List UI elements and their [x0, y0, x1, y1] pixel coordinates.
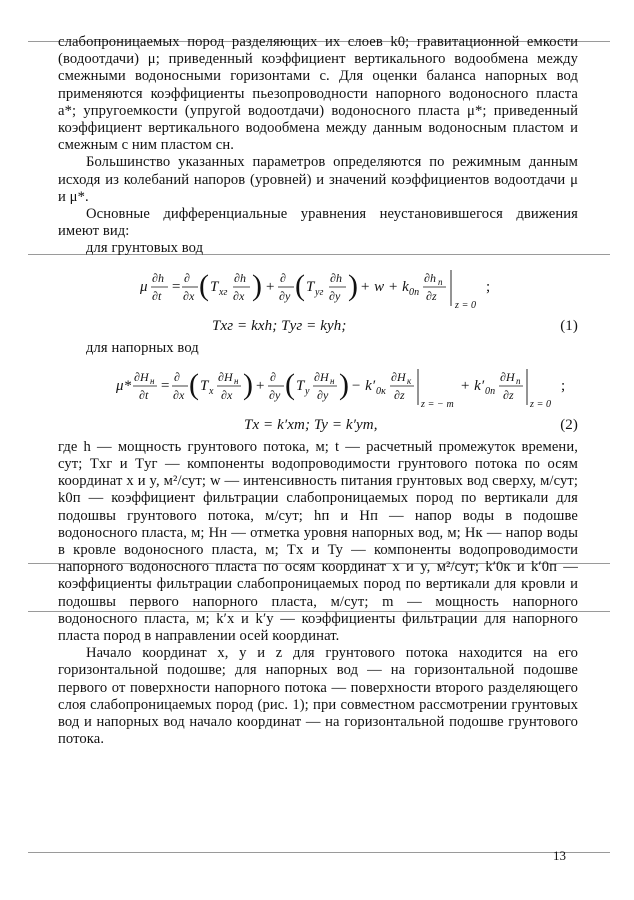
equation-2 — [58, 357, 578, 415]
svg-text:z = − m: z = − m — [421, 398, 454, 410]
svg-text:∂H: ∂H — [391, 369, 406, 384]
equation-1-formula — [58, 258, 578, 316]
svg-text:∂y: ∂y — [329, 288, 341, 303]
equation-1-transmissivity: Tхг = kxh; Tуг = kyh; — [212, 317, 347, 334]
body-text — [58, 34, 578, 749]
svg-text:∂y: ∂y — [269, 387, 281, 402]
svg-text:y: y — [305, 385, 310, 397]
svg-text:μ*: μ* — [116, 377, 132, 394]
svg-text:∂: ∂ — [174, 369, 181, 384]
svg-text:+ w + k: + w + k — [360, 278, 409, 295]
svg-text:;: ; — [561, 377, 566, 394]
svg-text:+ k′: + k′ — [460, 377, 485, 394]
svg-text:=: = — [171, 278, 182, 295]
svg-text:уг: уг — [315, 286, 324, 298]
paragraph-5: Начало координат x, y и z для грунтового потока находится на его горизонтальной подошве; для напорных вод — на горизонтальной подошве первого от поверхности напорного потока — поверхности второго разделяющего слоя слабопроницаемых пород (рис. 1); при совместном рассмотрении грунтовых вод и напорных вод начало координат — на горизонтальной подошве грунтового потока. — [58, 645, 578, 748]
confined-water-label: для напорных вод — [86, 339, 199, 356]
svg-text:∂t: ∂t — [152, 288, 162, 303]
svg-text:;: ; — [486, 278, 491, 295]
svg-text:+: + — [255, 377, 266, 394]
svg-text:∂H: ∂H — [134, 369, 149, 384]
equation-2-line-2 — [58, 415, 578, 439]
svg-text:): ) — [252, 268, 263, 302]
svg-text:T: T — [210, 278, 219, 295]
svg-text:): ) — [348, 268, 359, 302]
svg-text:н: н — [234, 375, 239, 386]
svg-text:0п: 0п — [485, 385, 496, 397]
svg-text:∂h: ∂h — [234, 270, 247, 285]
svg-text:∂z: ∂z — [394, 387, 405, 402]
svg-text:): ) — [339, 367, 350, 401]
svg-text:0к: 0к — [376, 385, 386, 397]
svg-text:∂x: ∂x — [233, 288, 245, 303]
equation-2-formula — [58, 357, 578, 415]
svg-text:к: к — [407, 375, 412, 386]
svg-text:∂z: ∂z — [426, 288, 437, 303]
svg-text:п: п — [516, 375, 521, 386]
scan-rule — [28, 852, 610, 853]
svg-text:∂h: ∂h — [330, 270, 343, 285]
svg-text:T: T — [200, 377, 209, 394]
svg-text:(: ( — [199, 268, 210, 302]
page-number: 13 — [553, 848, 566, 863]
svg-text:∂h: ∂h — [424, 270, 437, 285]
svg-text:): ) — [243, 367, 254, 401]
svg-text:∂t: ∂t — [139, 387, 149, 402]
svg-text:T: T — [306, 278, 315, 295]
svg-text:∂h: ∂h — [152, 270, 165, 285]
svg-text:∂: ∂ — [280, 270, 287, 285]
svg-text:− k′: − k′ — [351, 377, 376, 394]
equation-1 — [58, 258, 578, 316]
svg-text:z = 0: z = 0 — [455, 299, 477, 311]
svg-text:∂x: ∂x — [221, 387, 233, 402]
svg-text:=: = — [160, 377, 171, 394]
svg-text:x: x — [209, 385, 214, 397]
paragraph-4: где h — мощность грунтового потока, м; t — расчетный промежуток времени, сут; Tхг и Tуг — компоненты водопроводимости грунтового потока по осям координат x и y, м²/сут; w — интенсивность питания грунтовых вод сверху, м/сут; k0п — коэффициент фильтрации слабопроницаемых пород по вертикали для подошвы грунтового потока, м/сут; hп и Hп — напор воды в подошве водоносного пласта, м; Hн — отметка уровня напорных вод, м; Hк — напор воды в кровле водоносного пласта, м; Tx и Ty — компоненты водопроводимости напорного водоносного пласта по осям координат x и y, м²/сут; k′0к и k′0п — коэффициенты фильтрации слабопроницаемых пород по вертикали для кровли и подошвы первого напорного пласта, м/сут; m — мощность напорного водоносного пласта, м; k′x и k′y — коэффициенты фильтрации для напорного пласта пород в направлении осей координат. — [58, 438, 578, 645]
svg-text:∂y: ∂y — [279, 288, 291, 303]
svg-text:н: н — [330, 375, 335, 386]
paragraph-1: слабопроницаемых пород разделяющих их слоев k0; гравитационной емкости (водоотдачи) μ; приведенный коэффициент вертикального водообмена между смежными водоносными горизонтами c. Для оценки баланса напорных вод применяются коэффициенты пьезопроводности напорного водоносного пласта a*; упругоемкости (упругой водоотдачи) водоносного пласта μ*; приведенный коэффициент вертикального водообмена между данным водоносным пластом и смежным с ним пластом cн. — [58, 34, 578, 154]
paragraph-3: Основные дифференциальные уравнения неустановившегося движения имеют вид: — [58, 206, 578, 240]
svg-text:(: ( — [189, 367, 200, 401]
equation-2-number: (2) — [560, 416, 578, 433]
paragraph-2: Большинство указанных параметров определяются по режимным данным исходя из колебаний напоров (уровней) и значений коэффициентов водоотдачи μ и μ*. — [58, 154, 578, 205]
svg-text:∂H: ∂H — [500, 369, 515, 384]
svg-text:∂y: ∂y — [317, 387, 329, 402]
equation-1-number: (1) — [560, 317, 578, 334]
svg-text:xг: xг — [219, 286, 228, 298]
svg-text:∂H: ∂H — [314, 369, 329, 384]
svg-text:∂: ∂ — [270, 369, 277, 384]
svg-text:∂: ∂ — [184, 270, 191, 285]
svg-text:∂z: ∂z — [503, 387, 514, 402]
svg-text:п: п — [438, 276, 443, 287]
svg-text:(: ( — [285, 367, 296, 401]
svg-text:∂x: ∂x — [173, 387, 185, 402]
groundwater-label: для грунтовых вод — [86, 240, 204, 257]
equation-1-line-2 — [58, 316, 578, 340]
svg-text:+: + — [265, 278, 276, 295]
svg-text:μ: μ — [140, 278, 148, 295]
svg-text:0п: 0п — [409, 286, 420, 298]
svg-text:∂H: ∂H — [218, 369, 233, 384]
svg-text:z = 0: z = 0 — [530, 398, 552, 410]
svg-text:T: T — [296, 377, 305, 394]
svg-text:∂x: ∂x — [183, 288, 195, 303]
svg-text:н: н — [150, 375, 155, 386]
svg-text:(: ( — [295, 268, 306, 302]
equation-2-transmissivity: Tx = k′xm; Ty = k′ym, — [244, 416, 378, 433]
